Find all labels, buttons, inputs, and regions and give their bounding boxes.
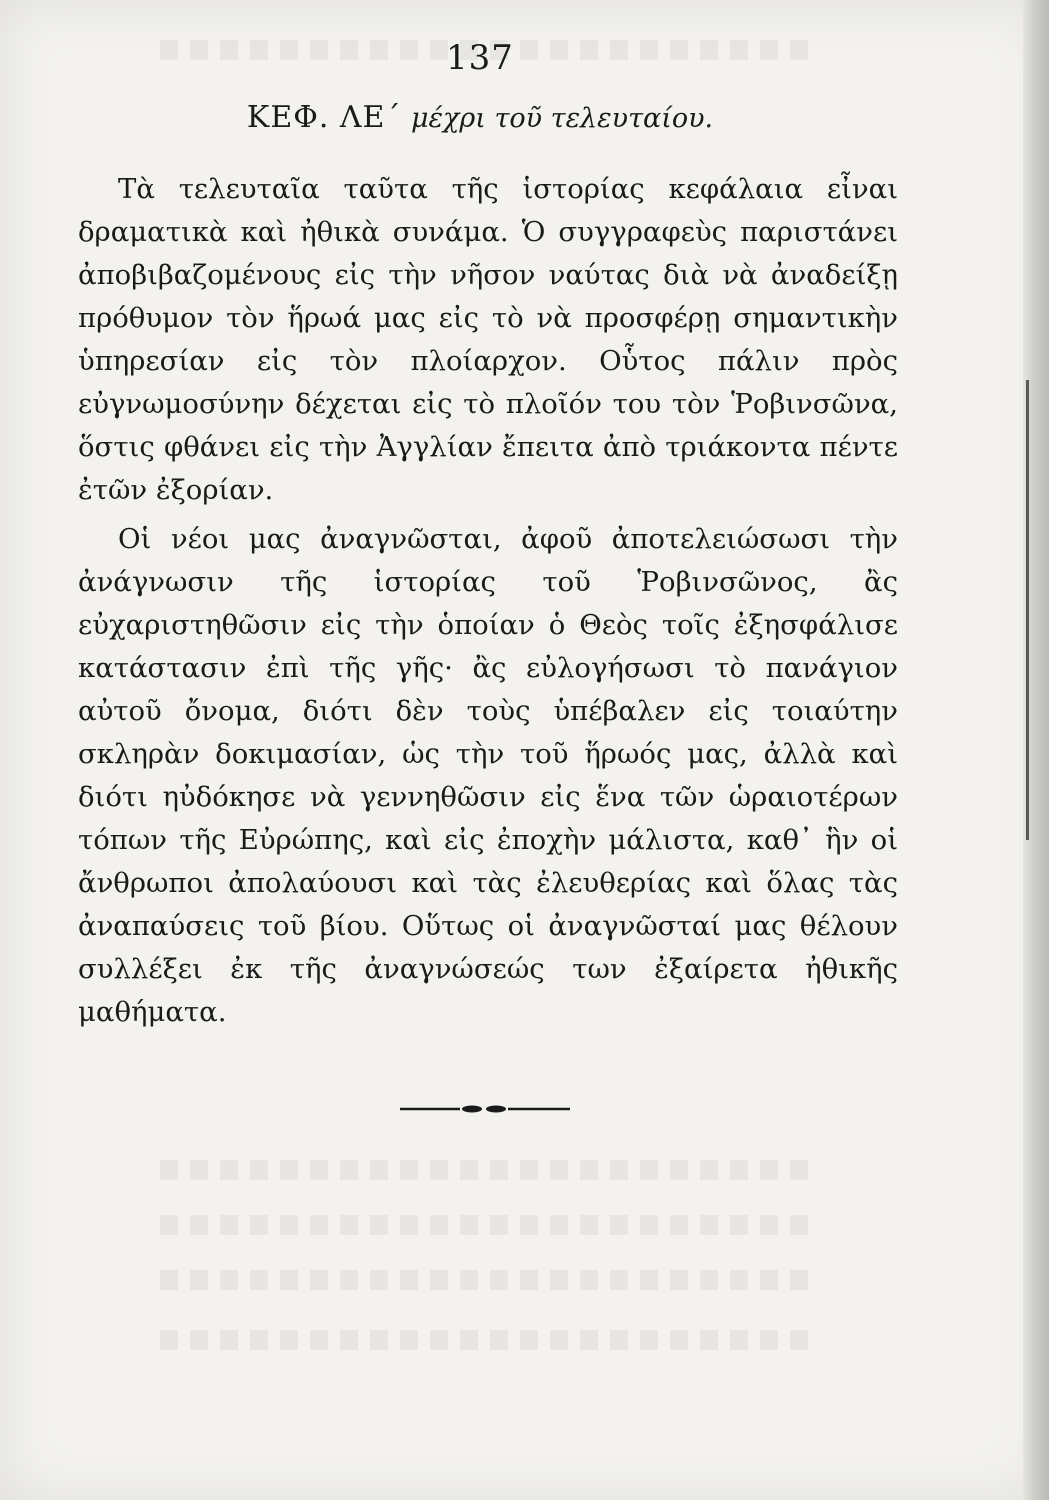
paragraph: Τὰ τελευταῖα ταῦτα τῆς ἱστορίας κεφάλαια εἶναι δραματικὰ καὶ ἠθικὰ συνάμα. Ὁ συγγραφεὺς παριστάνει ἀποβιβαζομένους εἰς τὴν νῆσον ναύτας διὰ νὰ ἀναδείξῃ πρόθυμον τὸν ἥρωά μας εἰς τὸ νὰ προσφέρῃ σημαντικὴν ὑπηρεσίαν εἰς τὸν πλοίαρχον. Οὗτος πάλιν πρὸς εὐγνωμοσύνην δέχεται εἰς τὸ πλοῖόν του τὸν Ῥοβινσῶνα, ὅστις φθάνει εἰς τὴν Ἀγγλίαν ἔπειτα ἀπὸ τριάκοντα πέντε ἐτῶν ἐξορίαν. <box>78 173 898 506</box>
chapter-heading <box>0 100 960 135</box>
bleed-through-line <box>160 1270 820 1290</box>
chapter-heading-rest: μέχρι τοῦ τελευταίου. <box>411 103 714 134</box>
bleed-through-line <box>160 1215 820 1235</box>
body-text <box>78 168 898 1034</box>
bleed-through-line <box>160 1160 820 1180</box>
page-edge-shadow <box>1026 380 1029 840</box>
end-rule-ornament <box>400 1104 570 1114</box>
paragraph: Οἱ νέοι μας ἀναγνῶσται, ἀφοῦ ἀποτελειώσωσι τὴν ἀνάγνωσιν τῆς ἱστορίας τοῦ Ῥοβινσῶνος, ἂς εὐχαριστηθῶσιν εἰς τὴν ὁποίαν ὁ Θεὸς τοῖς ἐξησφάλισε κατάστασιν ἐπὶ τῆς γῆς· ἂς εὐλογήσωσι τὸ πανάγιον αὐτοῦ ὄνομα, διότι δὲν τοὺς ὑπέβαλεν εἰς τοιαύτην σκληρὰν δοκιμασίαν, ὡς τὴν τοῦ ἥρωός μας, ἀλλὰ καὶ διότι ηὐδόκησε νὰ γεννηθῶσιν εἰς ἕνα τῶν ὡραιοτέρων τόπων τῆς Εὐρώπης, καὶ εἰς ἐποχὴν μάλιστα, καθ᾽ ἣν οἱ ἄνθρωποι ἀπολαύουσι καὶ τὰς ἐλευθερίας καὶ ὅλας τὰς ἀναπαύσεις τοῦ βίου. Οὕτως οἱ ἀναγνῶσταί μας θέλουν συλλέξει ἐκ τῆς ἀναγνώσεώς των ἐξαίρετα ἠθικῆς μαθήματα. <box>78 523 898 1028</box>
bleed-through-line <box>160 1330 820 1350</box>
page-number: 137 <box>446 38 514 78</box>
chapter-heading-caps: ΚΕΦ. ΛΕ΄ <box>246 100 402 135</box>
